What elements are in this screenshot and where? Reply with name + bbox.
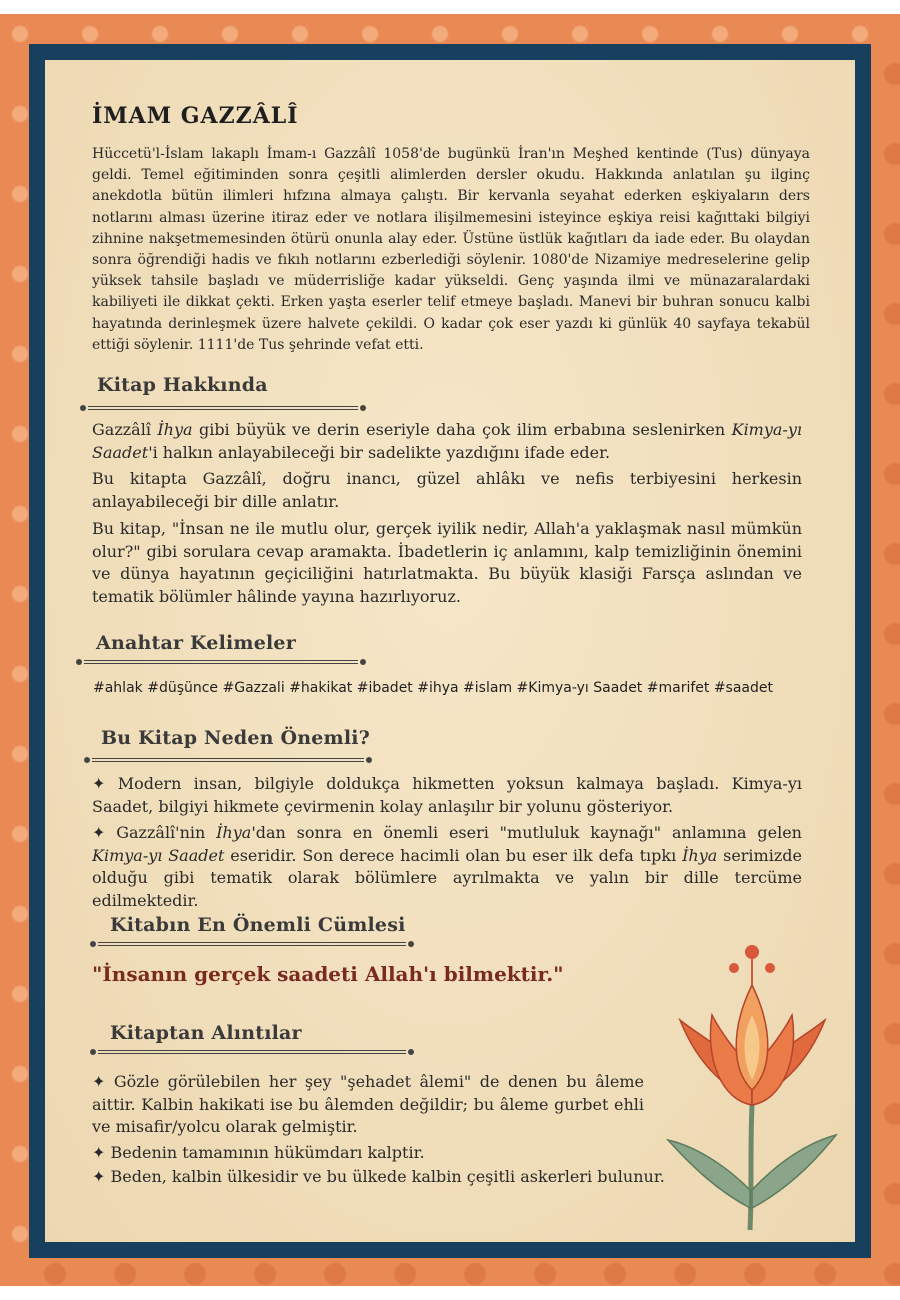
book-title-ihya: İhya (157, 420, 193, 439)
section-divider (76, 658, 366, 668)
section-heading-key-sentence: Kitabın En Önemli Cümlesi (110, 914, 406, 936)
about-paragraph-2: Bu kitapta Gazzâlî, doğru inancı, güzel ahlâkı ve nefis terbiyesini herkesin anlayabileceği bir dille anlatır. (92, 469, 802, 511)
page-title: İMAM GAZZÂLÎ (92, 103, 299, 129)
bullet-text: Bedenin tamamının hükümdarı kalptir. (110, 1143, 425, 1162)
bullet-text: Beden, kalbin ülkesidir ve bu ülkede kalbin çeşitli askerleri bulunur. (110, 1167, 665, 1186)
book-title-ihya: İhya (216, 823, 252, 842)
book-title-kimya: Kimya-yı Saadet (92, 845, 225, 865)
about-paragraph-3: Bu kitap, "İnsan ne ile mutlu olur, gerçek iyilik nedir, Allah'a yaklaşmak nasıl mümkün olur?" gibi sorulara cevap aramakta. İbadetlerin iç anlamını, kalp temizliğinin önemini ve dünya hayatının geçiciliğini hatırlatmakta. Bu büyük klasiği Farsça aslından ve tematik bölümler hâlinde yayına hazırlıyoruz. (92, 519, 802, 606)
about-text: Gazzâlî (92, 420, 158, 439)
bullet-text: 'dan sonra en önemli eseri "mutluluk kaynağı" anlamına gelen (251, 823, 802, 842)
section-divider (80, 404, 366, 414)
sparkle-icon: ✦ (92, 1167, 106, 1186)
section-heading-why: Bu Kitap Neden Önemli? (101, 727, 370, 749)
tulip-icon (660, 930, 845, 1235)
section-heading-quotes: Kitaptan Alıntılar (110, 1022, 302, 1044)
sparkle-icon: ✦ (92, 1143, 106, 1162)
sparkle-icon: ✦ (92, 823, 106, 842)
section-divider (84, 756, 372, 766)
sparkle-icon: ✦ (92, 774, 106, 793)
key-quote: "İnsanın gerçek saadeti Allah'ı bilmektir." (92, 962, 564, 986)
section-divider (90, 1048, 414, 1058)
section-heading-keywords: Anahtar Kelimeler (96, 632, 296, 654)
why-bullet-2 (92, 822, 802, 912)
about-text: 'i halkın anlayabileceği bir sadelikte yazdığını ifade eder. (148, 442, 611, 462)
keyword-tags: #ahlak #düşünce #Gazzali #hakikat #ibadet #ihya #islam #Kimya-yı Saadet #marifet #saadet (93, 680, 773, 696)
bullet-text: eseridir. Son derece hacimli olan bu eser ilk defa tıpkı (224, 845, 683, 865)
quote-bullet-2 (92, 1142, 692, 1165)
author-biography: Hüccetü'l-İslam lakaplı İmam-ı Gazzâlî 1058'de bugünkü İran'ın Meşhed kentinde (Tus) dünyaya geldi. Temel eğitiminden sonra çeşitli alimlerden dersler okudu. Hakkında anlatılan şu ilginç anekdotla bütün ilimleri hıfzına almaya çalıştı. Bir kervanla seyahat ederken eşkiyaların ders notlarını alması üzerine itiraz eder ve notlara ilişilmemesini isteyince eşkiya reisi kağıttaki bilgiyi zihnine nakşetmemesinden ötürü onunla alay eder. Üstüne üstlük kağıtları da iade eder. Bu olaydan sonra öğrendiği hadis ve fıkıh notlarını ezberlediği söylenir. 1080'de Nizamiye medreselerine gelip yüksek tahsile başladı ve müderrisliğe kadar yükseldi. Genç yaşında ilmi ve münazaralardaki kabiliyeti ile dikkat çekti. Erken yaşta eserler telif etmeye başladı. Manevi bir buhran sonucu kalbi hayatında derinleşmek üzere halvete çekildi. O kadar çok eser yazdı ki günlük 40 sayfaya tekabül ettiği söylenir. 1111'de Tus şehrinde vefat etti. (92, 146, 810, 353)
bullet-text: Modern insan, bilgiyle doldukça hikmetten yoksun kalmaya başladı. Kimya-yı Saadet, bilgiyi hikmete çevirmenin kolay anlaşılır bir yolunu gösteriyor. (92, 774, 802, 816)
why-bullet-1 (92, 773, 802, 818)
quote-bullet-3 (92, 1166, 692, 1189)
section-heading-about: Kitap Hakkında (97, 374, 268, 396)
quote-bullet-1 (92, 1071, 644, 1139)
about-text: gibi büyük ve derin eseriyle daha çok ilim erbabına seslenirken (192, 420, 732, 439)
book-title-kimya: Kimya-yı Saadet (92, 420, 802, 462)
section-divider (90, 940, 414, 950)
sparkle-icon: ✦ (92, 1072, 106, 1091)
bullet-text: Gözle görülebilen her şey "şehadet âlemi" de denen bu âleme aittir. Kalbin hakikati ise bu âlemden değildir; bu âleme gurbet ehli ve misafir/yolcu olarak gelmiştir. (92, 1072, 644, 1136)
bullet-text: Gazzâlî'nin (116, 823, 217, 842)
book-title-ihya: İhya (682, 845, 718, 865)
about-paragraph-1 (92, 419, 802, 464)
bullet-text: serimizde olduğu gibi tematik olarak bölümlere ayrılmakta ve yalın bir dille tercüme edilmektedir. (92, 845, 802, 910)
